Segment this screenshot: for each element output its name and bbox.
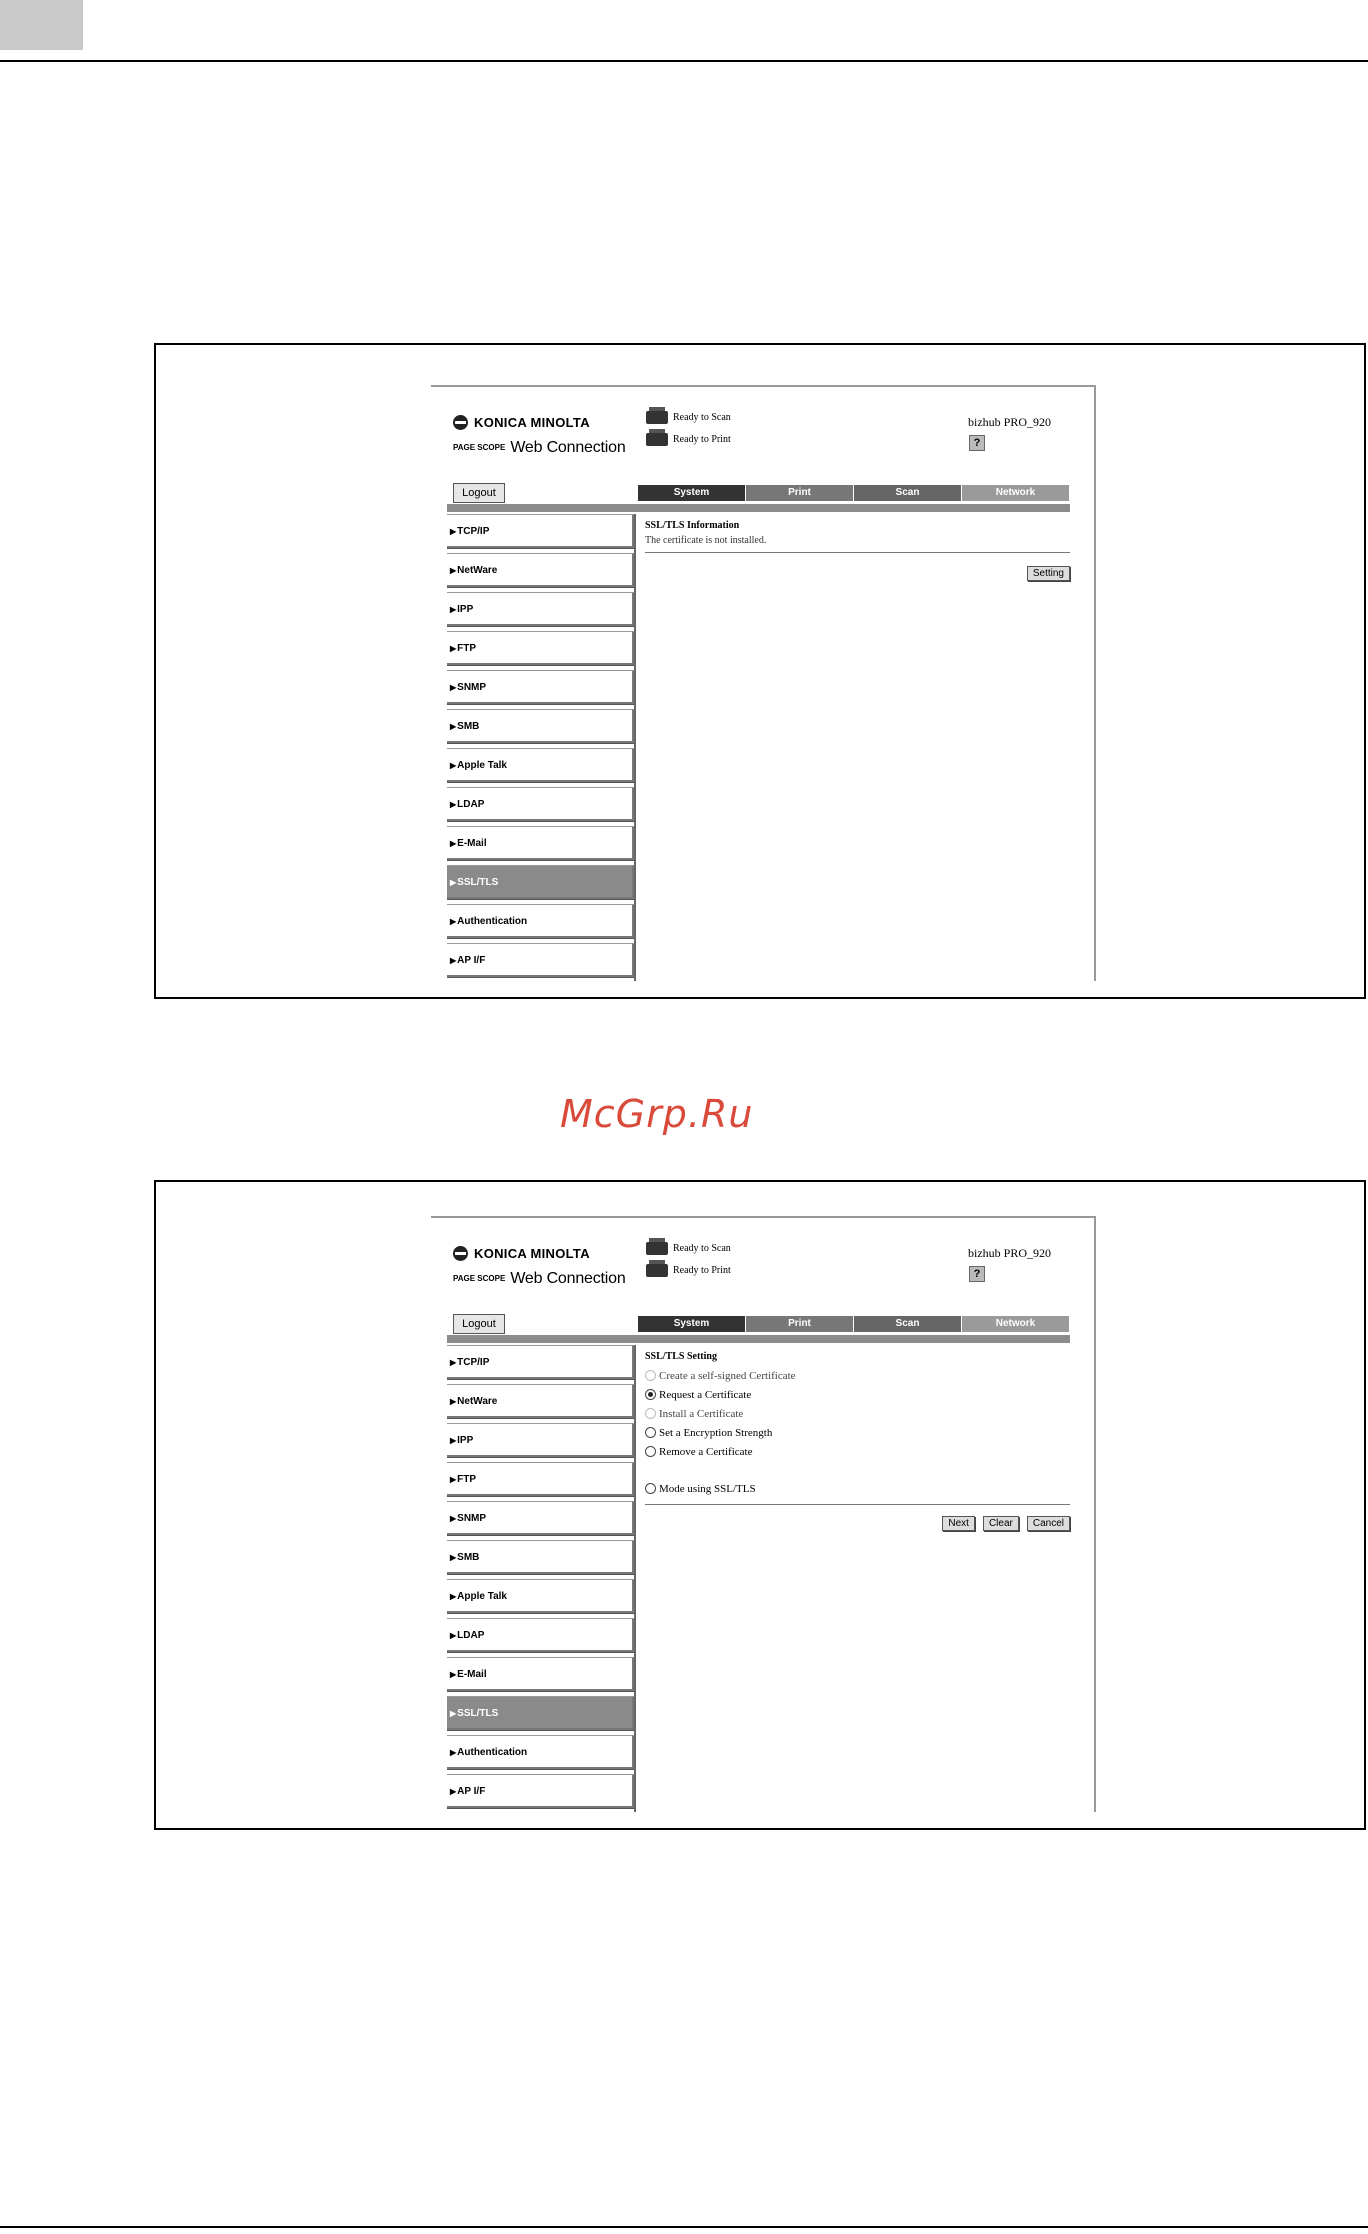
screenshot-ssl-setting xyxy=(431,1216,1096,1812)
product-name: Web Connection xyxy=(510,1270,626,1287)
arrow-right-icon: ▶ xyxy=(450,566,457,575)
radio-button[interactable] xyxy=(645,1483,656,1494)
pagescope-mark: PAGE SCOPE xyxy=(453,443,506,452)
arrow-right-icon: ▶ xyxy=(450,605,457,614)
option-create-self-signed[interactable] xyxy=(645,1366,1070,1385)
arrow-right-icon: ▶ xyxy=(450,683,457,692)
nav-label: Apple Talk xyxy=(457,760,507,771)
sidebar-item-netware[interactable] xyxy=(447,1384,635,1419)
screenshot-ssl-info xyxy=(431,385,1096,981)
print-status xyxy=(646,1264,731,1277)
setting-button[interactable]: Setting xyxy=(1027,566,1070,581)
device-name: bizhub PRO_920 xyxy=(968,1246,1052,1260)
print-status-text: Ready to Print xyxy=(673,1265,731,1276)
arrow-right-icon: ▶ xyxy=(450,956,457,965)
nav-label: LDAP xyxy=(457,799,485,810)
arrow-right-icon: ▶ xyxy=(450,917,457,926)
arrow-right-icon: ▶ xyxy=(450,878,457,887)
arrow-right-icon: ▶ xyxy=(450,1553,457,1562)
arrow-right-icon: ▶ xyxy=(450,1592,457,1601)
sidebar-item-apple-talk[interactable] xyxy=(447,748,635,783)
sidebar-divider xyxy=(634,1345,636,1812)
next-button[interactable]: Next xyxy=(942,1516,975,1531)
konica-minolta-mark-icon xyxy=(453,1246,468,1261)
nav-label: SMB xyxy=(457,1552,480,1563)
option-remove-certificate[interactable] xyxy=(645,1442,1070,1461)
arrow-right-icon: ▶ xyxy=(450,722,457,731)
sidebar-item-ap-if[interactable] xyxy=(447,943,635,978)
sidebar-item-ssl-tls[interactable] xyxy=(447,865,635,900)
sidebar-item-email[interactable] xyxy=(447,1657,635,1692)
clear-button[interactable]: Clear xyxy=(983,1516,1019,1531)
nav-label: NetWare xyxy=(457,1396,498,1407)
option-encryption-strength[interactable] xyxy=(645,1423,1070,1442)
option-mode-ssl-tls[interactable] xyxy=(645,1479,1070,1498)
nav-label: E-Mail xyxy=(457,1669,487,1680)
nav-label: NetWare xyxy=(457,565,498,576)
web-connection-logo xyxy=(453,1270,626,1288)
arrow-right-icon: ▶ xyxy=(450,761,457,770)
panel-divider xyxy=(645,1504,1070,1505)
sidebar-item-ap-if[interactable] xyxy=(447,1774,635,1809)
web-connection-logo xyxy=(453,439,626,457)
sidebar-item-authentication[interactable] xyxy=(447,1735,635,1770)
logout-button[interactable]: Logout xyxy=(453,483,505,503)
scan-status-text: Ready to Scan xyxy=(673,1243,731,1254)
sidebar-item-smb[interactable] xyxy=(447,1540,635,1575)
scan-status-text: Ready to Scan xyxy=(673,412,731,423)
konica-minolta-logo xyxy=(453,415,590,430)
certificate-status-text: The certificate is not installed. xyxy=(645,535,767,546)
sidebar-item-snmp[interactable] xyxy=(447,1501,635,1536)
header-band xyxy=(447,504,1070,512)
tab-scan[interactable]: Scan xyxy=(854,1316,961,1332)
arrow-right-icon: ▶ xyxy=(450,1514,457,1523)
option-label: Set a Encryption Strength xyxy=(659,1426,773,1439)
sidebar-item-ipp[interactable] xyxy=(447,1423,635,1458)
nav-label: TCP/IP xyxy=(457,1357,490,1368)
arrow-right-icon: ▶ xyxy=(450,644,457,653)
action-buttons xyxy=(645,1513,1070,1531)
arrow-right-icon: ▶ xyxy=(450,839,457,848)
tab-system[interactable]: System xyxy=(638,1316,745,1332)
tab-bar xyxy=(638,1316,1070,1332)
sidebar-item-snmp[interactable] xyxy=(447,670,635,705)
tab-network[interactable]: Network xyxy=(962,485,1069,501)
nav-label: IPP xyxy=(457,604,474,615)
pagescope-mark: PAGE SCOPE xyxy=(453,1274,506,1283)
cancel-button[interactable]: Cancel xyxy=(1027,1516,1070,1531)
setting-row xyxy=(645,563,1070,581)
nav-label: Authentication xyxy=(457,1747,528,1758)
option-label: Install a Certificate xyxy=(659,1407,744,1420)
option-label: Remove a Certificate xyxy=(659,1445,753,1458)
tab-bar xyxy=(638,485,1070,501)
radio-button[interactable] xyxy=(645,1446,656,1457)
figure-frame-1 xyxy=(154,343,1366,999)
sidebar-item-ssl-tls[interactable] xyxy=(447,1696,635,1731)
nav-label: IPP xyxy=(457,1435,474,1446)
brand-maker: KONICA MINOLTA xyxy=(474,415,590,430)
ssl-setting-panel xyxy=(645,1351,1070,1531)
radio-button[interactable] xyxy=(645,1408,656,1419)
sidebar-divider xyxy=(634,514,636,981)
nav-label: AP I/F xyxy=(457,1786,486,1797)
tab-system[interactable]: System xyxy=(638,485,745,501)
nav-label: SNMP xyxy=(457,682,487,693)
sidebar-item-smb[interactable] xyxy=(447,709,635,744)
nav-label: SMB xyxy=(457,721,480,732)
tab-print[interactable]: Print xyxy=(746,485,853,501)
scanner-icon xyxy=(646,1242,668,1255)
arrow-right-icon: ▶ xyxy=(450,527,457,536)
arrow-right-icon: ▶ xyxy=(450,1670,457,1679)
tab-network[interactable]: Network xyxy=(962,1316,1069,1332)
arrow-right-icon: ▶ xyxy=(450,1475,457,1484)
sidebar-item-ftp[interactable] xyxy=(447,631,635,666)
arrow-right-icon: ▶ xyxy=(450,1358,457,1367)
nav-label: FTP xyxy=(457,1474,477,1485)
option-install-certificate[interactable] xyxy=(645,1404,1070,1423)
arrow-right-icon: ▶ xyxy=(450,1748,457,1757)
figure-frame-2 xyxy=(154,1180,1366,1830)
sidebar-item-ldap[interactable] xyxy=(447,787,635,822)
arrow-right-icon: ▶ xyxy=(450,1709,457,1718)
option-label: Mode using SSL/TLS xyxy=(659,1482,756,1495)
arrow-right-icon: ▶ xyxy=(450,1787,457,1796)
radio-button[interactable] xyxy=(645,1427,656,1438)
ssl-info-panel xyxy=(645,520,1070,581)
arrow-right-icon: ▶ xyxy=(450,1631,457,1640)
print-status xyxy=(646,433,731,446)
sidebar-item-authentication[interactable] xyxy=(447,904,635,939)
help-icon[interactable]: ? xyxy=(969,1266,985,1282)
option-label: Create a self-signed Certificate xyxy=(659,1369,796,1382)
konica-minolta-mark-icon xyxy=(453,415,468,430)
product-name: Web Connection xyxy=(510,439,626,456)
help-icon[interactable]: ? xyxy=(969,435,985,451)
konica-minolta-logo xyxy=(453,1246,590,1261)
watermark: McGrp.Ru xyxy=(560,1092,754,1136)
arrow-right-icon: ▶ xyxy=(450,800,457,809)
nav-label: SNMP xyxy=(457,1513,487,1524)
sidebar-item-ftp[interactable] xyxy=(447,1462,635,1497)
sidebar-nav xyxy=(447,1345,635,1812)
nav-label: SSL/TLS xyxy=(457,1708,499,1719)
print-status-text: Ready to Print xyxy=(673,434,731,445)
scanner-icon xyxy=(646,411,668,424)
option-label: Request a Certificate xyxy=(659,1388,752,1401)
nav-label: SSL/TLS xyxy=(457,877,499,888)
radio-button[interactable] xyxy=(645,1389,656,1400)
sidebar-item-apple-talk[interactable] xyxy=(447,1579,635,1614)
arrow-right-icon: ▶ xyxy=(450,1436,457,1445)
sidebar-item-ldap[interactable] xyxy=(447,1618,635,1653)
sidebar-item-tcpip[interactable] xyxy=(447,514,635,549)
header-band xyxy=(447,1335,1070,1343)
panel-title: SSL/TLS Setting xyxy=(645,1351,717,1362)
scan-status xyxy=(646,411,731,424)
nav-label: E-Mail xyxy=(457,838,487,849)
nav-label: FTP xyxy=(457,643,477,654)
page-corner-block xyxy=(0,0,83,50)
scan-status xyxy=(646,1242,731,1255)
sidebar-nav xyxy=(447,514,635,981)
tab-scan[interactable]: Scan xyxy=(854,485,961,501)
footer-rule xyxy=(0,2226,1368,2228)
radio-button[interactable] xyxy=(645,1370,656,1381)
nav-label: LDAP xyxy=(457,1630,485,1641)
brand-maker: KONICA MINOLTA xyxy=(474,1246,590,1261)
logout-button[interactable]: Logout xyxy=(453,1314,505,1334)
nav-label: TCP/IP xyxy=(457,526,490,537)
panel-title: SSL/TLS Information xyxy=(645,520,740,531)
device-name: bizhub PRO_920 xyxy=(968,415,1052,429)
printer-icon xyxy=(646,1264,668,1277)
option-request-certificate[interactable] xyxy=(645,1385,1070,1404)
sidebar-item-netware[interactable] xyxy=(447,553,635,588)
panel-divider xyxy=(645,552,1070,553)
arrow-right-icon: ▶ xyxy=(450,1397,457,1406)
nav-label: Apple Talk xyxy=(457,1591,507,1602)
nav-label: Authentication xyxy=(457,916,528,927)
sidebar-item-tcpip[interactable] xyxy=(447,1345,635,1380)
sidebar-item-ipp[interactable] xyxy=(447,592,635,627)
printer-icon xyxy=(646,433,668,446)
header-rule xyxy=(0,60,1368,62)
nav-label: AP I/F xyxy=(457,955,486,966)
tab-print[interactable]: Print xyxy=(746,1316,853,1332)
sidebar-item-email[interactable] xyxy=(447,826,635,861)
